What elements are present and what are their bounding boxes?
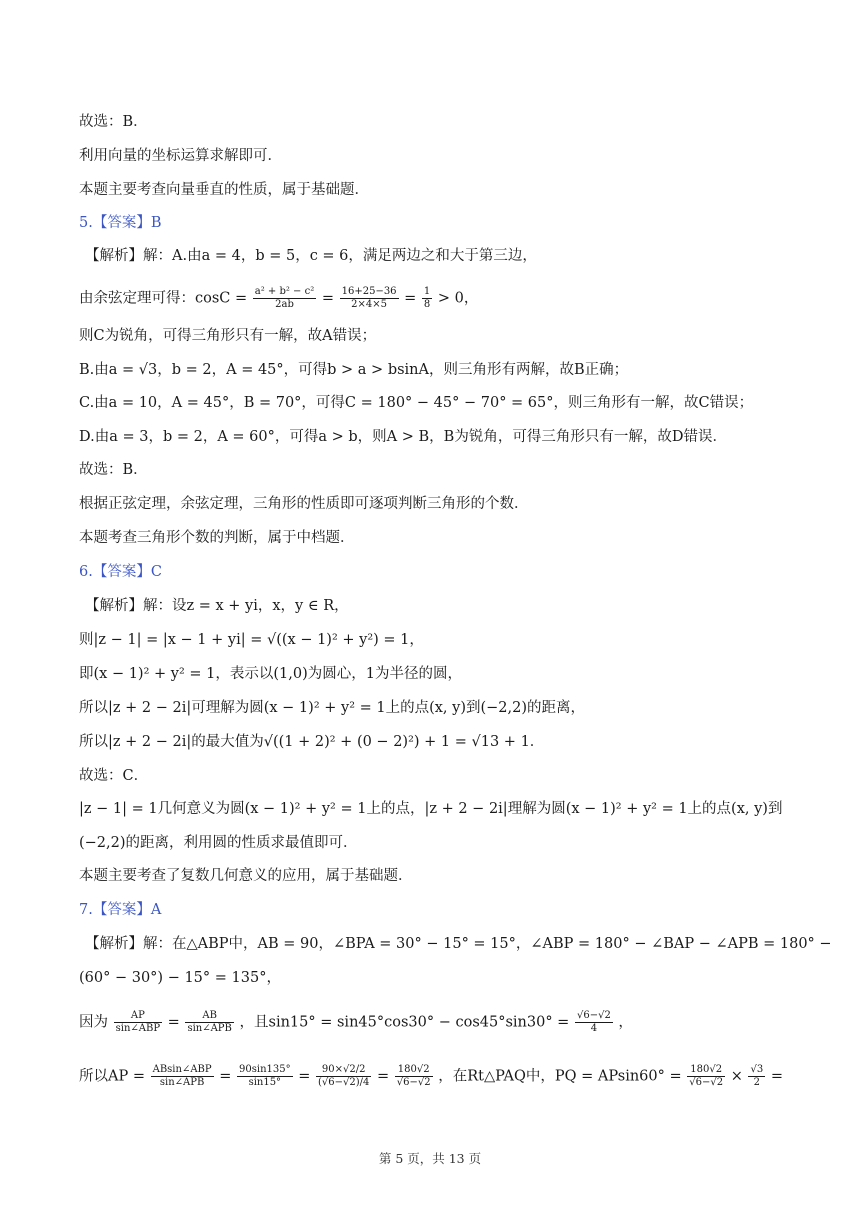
fraction [575,1010,613,1035]
text-line: 所以|z + 2 − 2i|的最大值为√((1 + 2)² + (0 − 2)²) + 1 = √13 + 1． [79,734,545,750]
fraction [340,286,399,311]
fraction [253,286,316,311]
text-line: 根据正弦定理，余弦定理，三角形的性质即可逐项判断三角形的个数． [79,496,529,512]
fraction [687,1064,725,1089]
fraction [151,1064,214,1089]
fraction-numerator: √3 [750,1064,764,1075]
answer-heading-5: 5.【答案】B [79,215,162,231]
fraction-numerator: AP [114,1010,162,1023]
text-segment: ，且sin15° = sin45°cos30° − cos45°sin30° = [239,1014,570,1031]
fraction [395,1064,433,1089]
text-line: 【解析】解：在△ABP中，AB = 90，∠BPA = 30° − 15° = 15°，∠ABP = 180° − ∠BAP − ∠APB = 180° − [85,936,832,952]
text-line: 则|z − 1| = |x − 1 + yi| = √((x − 1)² + y²) = 1， [79,632,424,648]
answer-heading-7: 7.【答案】A [79,902,162,918]
fraction [422,286,432,311]
formula-line: 由余弦定理可得：cosC = $\frac{\text{a² + b² − c²}}{2ab}$ = $\frac{16+25-36}{2\times 4\times 5}$ = $\frac{1}{8}$ > 0， [79,286,479,310]
text-line: 本题主要考查向量垂直的性质，属于基础题． [79,182,369,198]
fraction [114,1010,162,1035]
fraction-denominator: sin∠ABP [115,1023,161,1034]
fraction-numerator: 90sin135° [239,1064,291,1075]
text-line: (60° − 30°) − 15° = 135°， [79,970,281,986]
fraction-denominator: 8 [423,299,431,310]
fraction-denominator: sin∠APB [187,1023,232,1034]
text-line: D.由a = 3，b = 2，A = 60°，可得a > b，则A > B，B为锐角，可得三角形只有一解，故D错误． [79,429,727,445]
fraction-denominator: √6−√2 [689,1077,724,1088]
text-line: C.由a = 10，A = 45°，B = 70°，可得C = 180° − 45° − 70° = 65°，则三角形有一解，故C错误； [79,395,754,411]
text-line: 故选：B． [79,462,148,478]
fraction [748,1064,765,1089]
text-line: 所以|z + 2 − 2i|可理解为圆(x − 1)² + y² = 1上的点(x, y)到(−2,2)的距离， [79,700,586,716]
fraction [185,1010,233,1035]
fraction-numerator: √6−√2 [576,1010,611,1021]
text-line: 则C为锐角，可得三角形只有一解，故A错误； [79,328,377,344]
text-segment: > 0， [437,290,479,307]
fraction-numerator: 16+25−36 [341,286,397,297]
fraction-denominator: 4 [590,1023,598,1034]
text-segment: ，在Rt△PAQ中，PQ = APsin60° = [438,1068,682,1085]
text-line: 即(x − 1)² + y² = 1，表示以(1,0)为圆心，1为半径的圆， [79,666,462,682]
text-segment: = [770,1068,783,1085]
answer-heading-6: 6.【答案】C [79,564,162,580]
text-segment: 因为 [79,1014,108,1031]
text-segment: ， [618,1014,633,1031]
text-line: (−2,2)的距离，利用圆的性质求最值即可． [79,835,358,851]
fraction-denominator: sin15° [248,1077,282,1088]
text-line: B.由a = √3，b = 2，A = 45°，可得b > a > bsinA，则三角形有两解，故B正确； [79,362,629,378]
fraction-numerator: ABsin∠ABP [152,1064,212,1075]
fraction-numerator: 180√2 [687,1064,725,1077]
text-segment: 所以AP = [79,1068,145,1085]
text-line: 故选：B． [79,114,148,130]
text-line: 【解析】解：A.由a = 4，b = 5，c = 6，满足两边之和大于第三边， [85,248,537,264]
fraction [237,1064,293,1089]
formula-line: 因为 $\frac{AP}{\text{sin∠ABP}}$ = $\frac{AB}{\text{sin∠APB}}$ ，且sin15° = sin45°cos30° − cos45°sin30° = $\frac{√6-√2}{4}$ ， [79,1010,633,1034]
text-line: |z − 1| = 1几何意义为圆(x − 1)² + y² = 1上的点，|z + 2 − 2i|理解为圆(x − 1)² + y² = 1上的点(x, y)到 [79,801,783,817]
fraction-denominator: √6−√2 [396,1077,431,1088]
fraction-numerator: 1 [423,286,431,297]
fraction-denominator: (√6−√2)/4 [317,1077,370,1088]
text-line: 故选：C． [79,768,149,784]
fraction-numerator: 90×√2/2 [316,1064,371,1077]
fraction-denominator: 2ab [275,299,294,310]
fraction-denominator: sin∠APB [159,1077,205,1088]
fraction [316,1064,371,1089]
formula-line: 所以AP = $\frac{\text{ABsin∠ABP}}{\text{sin∠APB}}$ = $\frac{90\sin 135^\circ}{\sin 15^\circ}$ = $\frac{90\times√2/2}{(√6-√2)/4}$ = $\frac{180√2}{√6-√2}$ ，在Rt△PAQ中，PQ = APsin60° = $\frac{180√2}{√6-√2}$ × $\frac{√3}{2}$ = [79,1064,783,1088]
text-line: 本题考查三角形个数的判断，属于中档题． [79,530,355,546]
fraction-denominator: 2 [753,1077,761,1088]
fraction-denominator: 2×4×5 [351,299,387,310]
text-line: 本题主要考查了复数几何意义的应用，属于基础题． [79,868,413,884]
fraction-numerator: AB [185,1010,233,1023]
text-line: 利用向量的坐标运算求解即可． [79,148,282,164]
fraction-numerator: 180√2 [395,1064,433,1077]
fraction-numerator: a² + b² − c² [254,286,315,297]
text-segment: 由余弦定理可得：cosC = [79,290,248,307]
page-footer: 第 5 页，共 13 页 [378,1151,482,1166]
text-segment: × [730,1068,743,1085]
text-line: 【解析】解：设z = x + yi，x，y ∈ R， [85,598,349,614]
